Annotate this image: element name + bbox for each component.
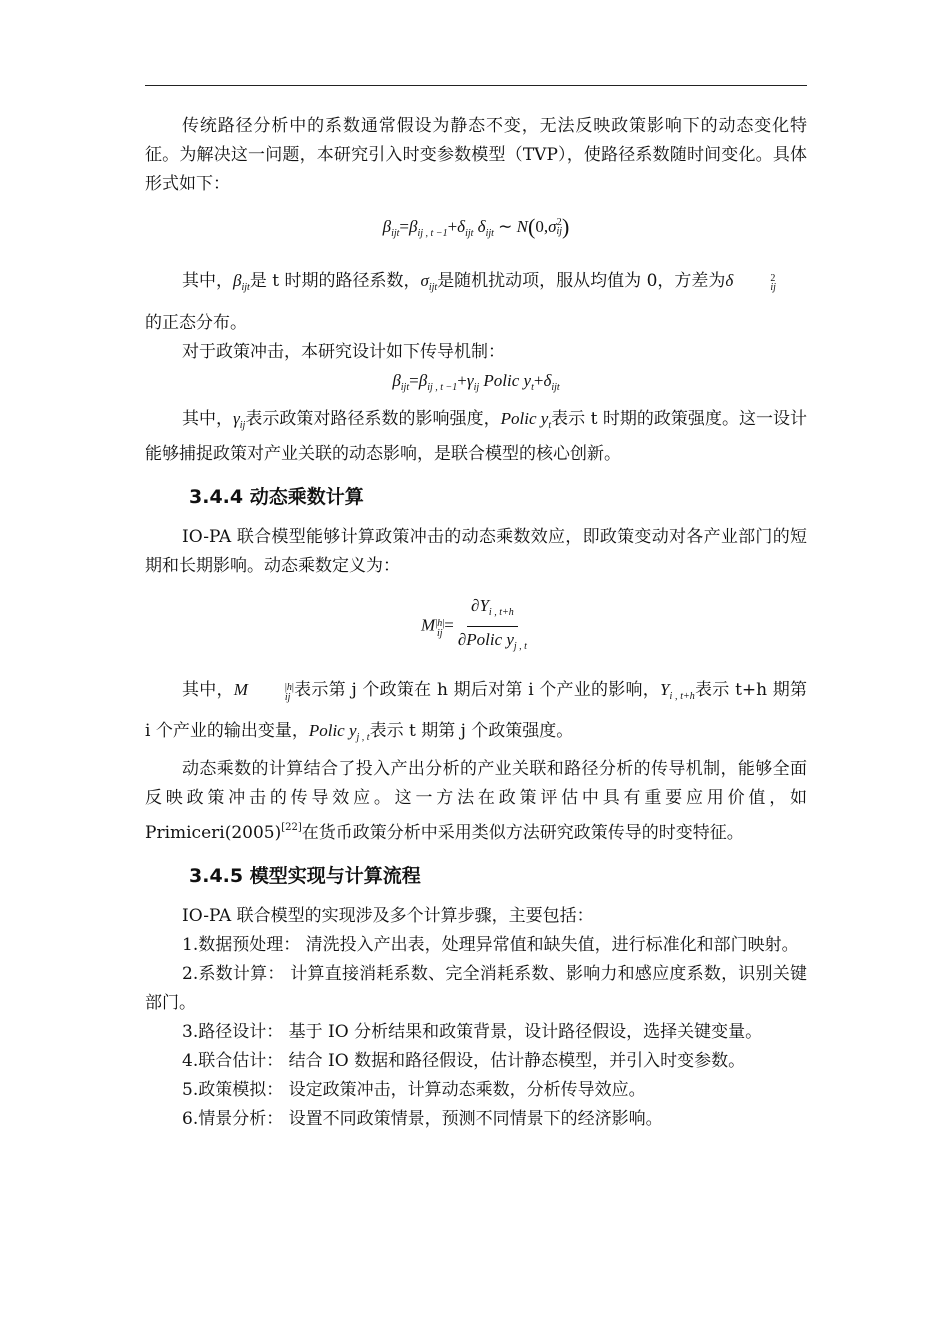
paragraph-tvp-explain-cont: 的正态分布。: [145, 313, 247, 333]
list-item-step-5: 5.政策模拟： 设定政策冲击，计算动态乘数，分析传导效应。: [182, 1080, 646, 1100]
list-item-step-4: 4.联合估计： 结合 IO 数据和路径假设，估计静态模型，并引入时变参数。: [182, 1051, 746, 1071]
equation-transmission: $\beta_{ijt}=\beta_{ij , t -1}+\gamma_{ij}$ Polic $y_t+\delta_{ijt}$: [392, 371, 560, 393]
equation-multiplier: M |h| ij = $\frac{\partial Y_{i , t+h}}{\partial Polic y_{j , t}}$: [145, 595, 807, 655]
multiplier-fraction: $\frac{\partial Y_{i , t+h}}{\partial Polic y_{j , t}}$: [457, 596, 527, 652]
paragraph-tvp-explain: 其中，$\beta_{ijt}$是 t 时期的路径系数，$\sigma_{ijt}$是随机扰动项，服从均值为 0，方差为δ 2 ij: [182, 271, 776, 293]
equation-tvp: $\beta_{ijt}=\beta_{ij , t -1}+\delta_{ijt}$ $\delta_{ijt}$ ∼ N(0,σ 2 ij ): [382, 214, 570, 239]
paragraph-transmission-explain: 其中，$\gamma_{ij}$表示政策对路径系数的影响强度，Polic $y_t$表示 t 时期的政策强度。这一设计能够捕捉政策对产业关联的动态影响，是联合模型的核心创新。: [145, 409, 808, 464]
paragraph-implementation-intro: IO-PA 联合模型的实现涉及多个计算步骤，主要包括：: [182, 906, 594, 926]
citation-ref: [22]: [281, 822, 302, 833]
page-body: [145, 112, 807, 1134]
list-item-step-6: 6.情景分析： 设置不同政策情景，预测不同情景下的经济影响。: [182, 1109, 663, 1129]
paragraph-multiplier-significance: 动态乘数的计算结合了投入产出分析的产业关联和路径分析的传导机制，能够全面反映政策冲击的传导效应。这一方法在政策评估中具有重要应用价值，如 Primiceri(2005)[22]在货币政策分析中采用类似方法研究政策传导的时变特征。: [145, 759, 807, 843]
header-rule: [145, 85, 807, 86]
paragraph-multiplier-intro: IO-PA 联合模型能够计算政策冲击的动态乘数效应，即政策变动对各产业部门的短期和长期影响。动态乘数定义为：: [145, 527, 807, 576]
paragraph-multiplier-explain: 其中，M |h| ij 表示第 j 个政策在 h 期后对第 i 个产业的影响，$Y_{i , t+h}$表示 t+h 期第 i 个产业的输出变量，Polic $y_{j , t}$表示 t 期第 j 个政策强度。: [145, 680, 807, 743]
section-heading-implementation: 3.4.5 模型实现与计算流程: [189, 865, 421, 887]
paragraph-transmission-intro: 对于政策冲击，本研究设计如下传导机制：: [182, 342, 505, 362]
paragraph-tvp-intro: 传统路径分析中的系数通常假设为静态不变，无法反映政策影响下的动态变化特征。为解决这一问题，本研究引入时变参数模型（TVP），使路径系数随时间变化。具体形式如下：: [145, 116, 807, 194]
list-item-step-1: 1.数据预处理： 清洗投入产出表，处理异常值和缺失值，进行标准化和部门映射。: [182, 935, 799, 955]
list-item-step-2: 2.系数计算： 计算直接消耗系数、完全消耗系数、影响力和感应度系数，识别关键部门。: [145, 964, 807, 1013]
list-item-step-3: 3.路径设计： 基于 IO 分析结果和政策背景，设计路径假设，选择关键变量。: [182, 1022, 763, 1042]
section-heading-dynamic-multiplier: 3.4.4 动态乘数计算: [189, 486, 364, 508]
